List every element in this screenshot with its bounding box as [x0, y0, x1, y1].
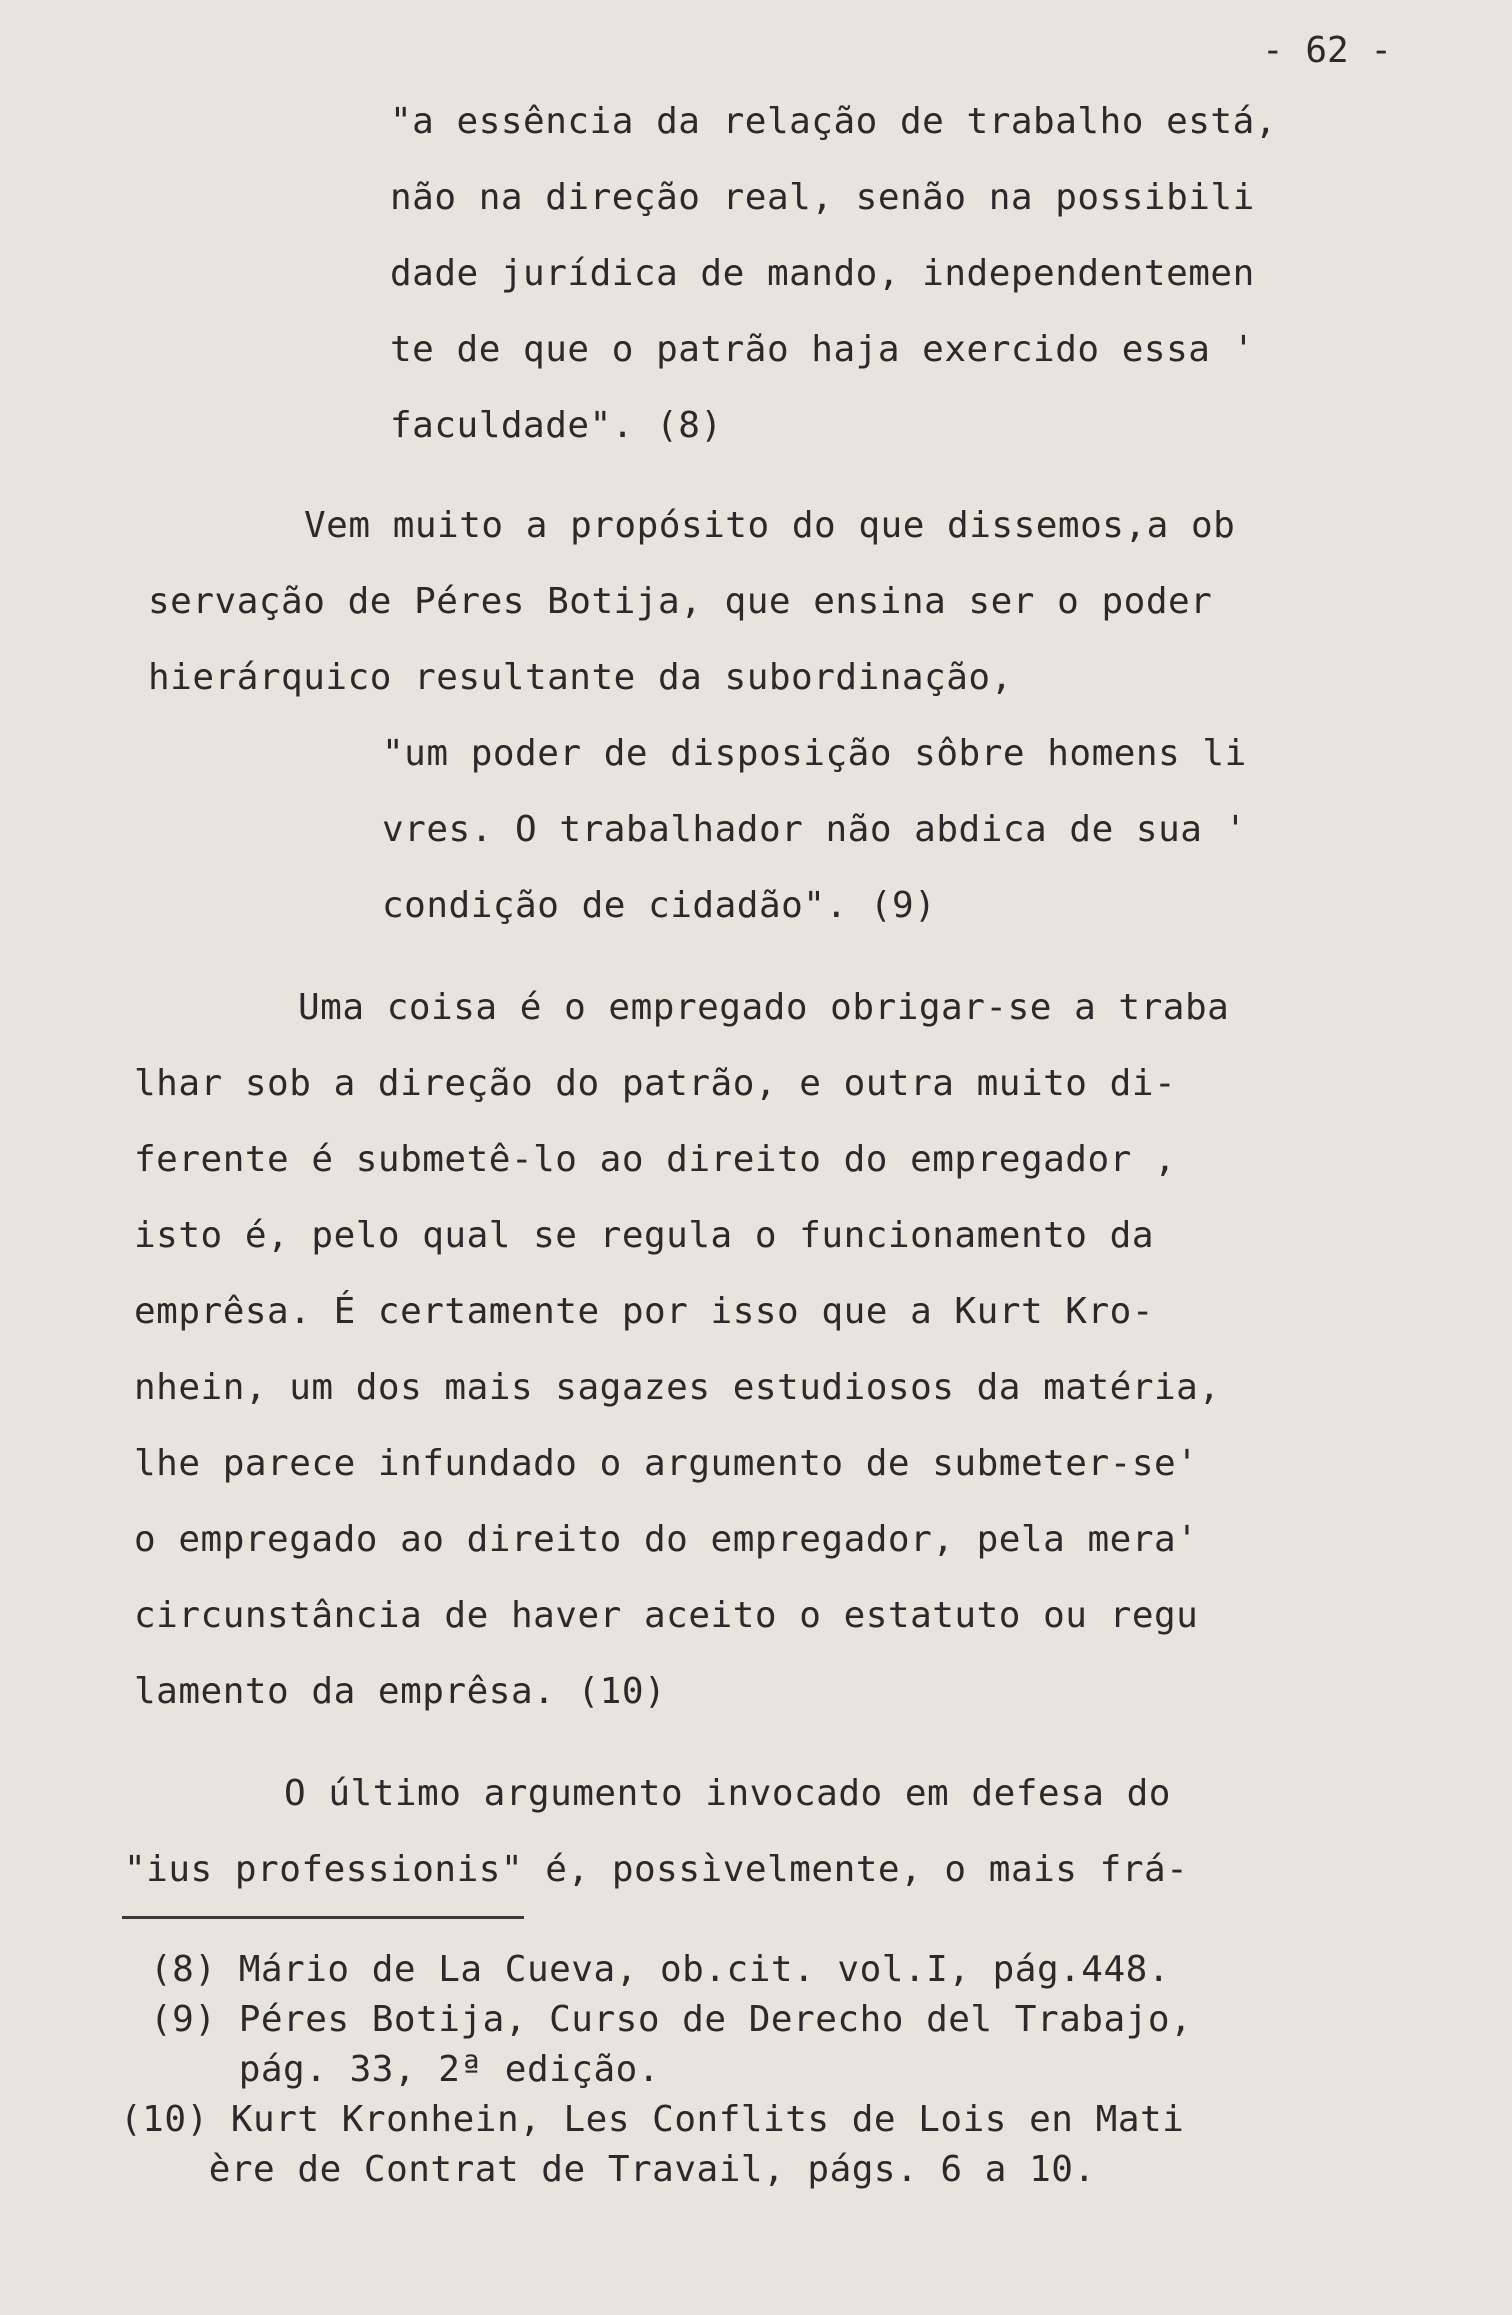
footnote: ère de Contrat de Travail, págs. 6 a 10.: [120, 2149, 1096, 2190]
text-line: Uma coisa é o empregado obrigar-se a traba: [298, 987, 1230, 1028]
text-line: O último argumento invocado em defesa do: [284, 1773, 1171, 1814]
text-line: lhar sob a direção do patrão, e outra muito di-: [134, 1063, 1177, 1104]
text-line: Vem muito a propósito do que dissemos,a ob: [304, 505, 1236, 546]
text-line: circunstância de haver aceito o estatuto ou regu: [134, 1595, 1199, 1636]
text-line: vres. O trabalhador não abdica de sua ': [382, 809, 1247, 850]
footnote: (9) Péres Botija, Curso de Derecho del Trabajo,: [150, 1999, 1193, 2040]
footnote-separator: [122, 1916, 524, 1919]
text-line: "ius professionis" é, possìvelmente, o mais frá-: [124, 1849, 1189, 1890]
text-line: "um poder de disposição sôbre homens li: [382, 733, 1247, 774]
footnote: (10) Kurt Kronhein, Les Conflits de Lois en Mati: [120, 2099, 1185, 2140]
text-line: não na direção real, senão na possibili: [390, 177, 1255, 218]
footnote: (8) Mário de La Cueva, ob.cit. vol.I, pág.448.: [150, 1949, 1170, 1990]
text-line: lamento da emprêsa. (10): [134, 1671, 667, 1712]
text-line: dade jurídica de mando, independentemen: [390, 253, 1255, 294]
text-line: te de que o patrão haja exercido essa ': [390, 329, 1255, 370]
text-line: faculdade". (8): [390, 405, 723, 446]
text-line: ferente é submetê-lo ao direito do empregador ,: [134, 1139, 1177, 1180]
text-line: hierárquico resultante da subordinação,: [148, 657, 1013, 698]
text-line: nhein, um dos mais sagazes estudiosos da matéria,: [134, 1367, 1221, 1408]
page-number: - 62 -: [1262, 30, 1393, 71]
text-line: isto é, pelo qual se regula o funcionamento da: [134, 1215, 1154, 1256]
footnote: pág. 33, 2ª edição.: [150, 2049, 660, 2090]
text-line: servação de Péres Botija, que ensina ser o poder: [148, 581, 1213, 622]
text-line: emprêsa. É certamente por isso que a Kurt Kro-: [134, 1291, 1154, 1332]
text-line: o empregado ao direito do empregador, pela mera': [134, 1519, 1199, 1560]
text-line: lhe parece infundado o argumento de submeter-se': [134, 1443, 1199, 1484]
text-line: condição de cidadão". (9): [382, 885, 937, 926]
text-line: "a essência da relação de trabalho está,: [390, 101, 1277, 142]
